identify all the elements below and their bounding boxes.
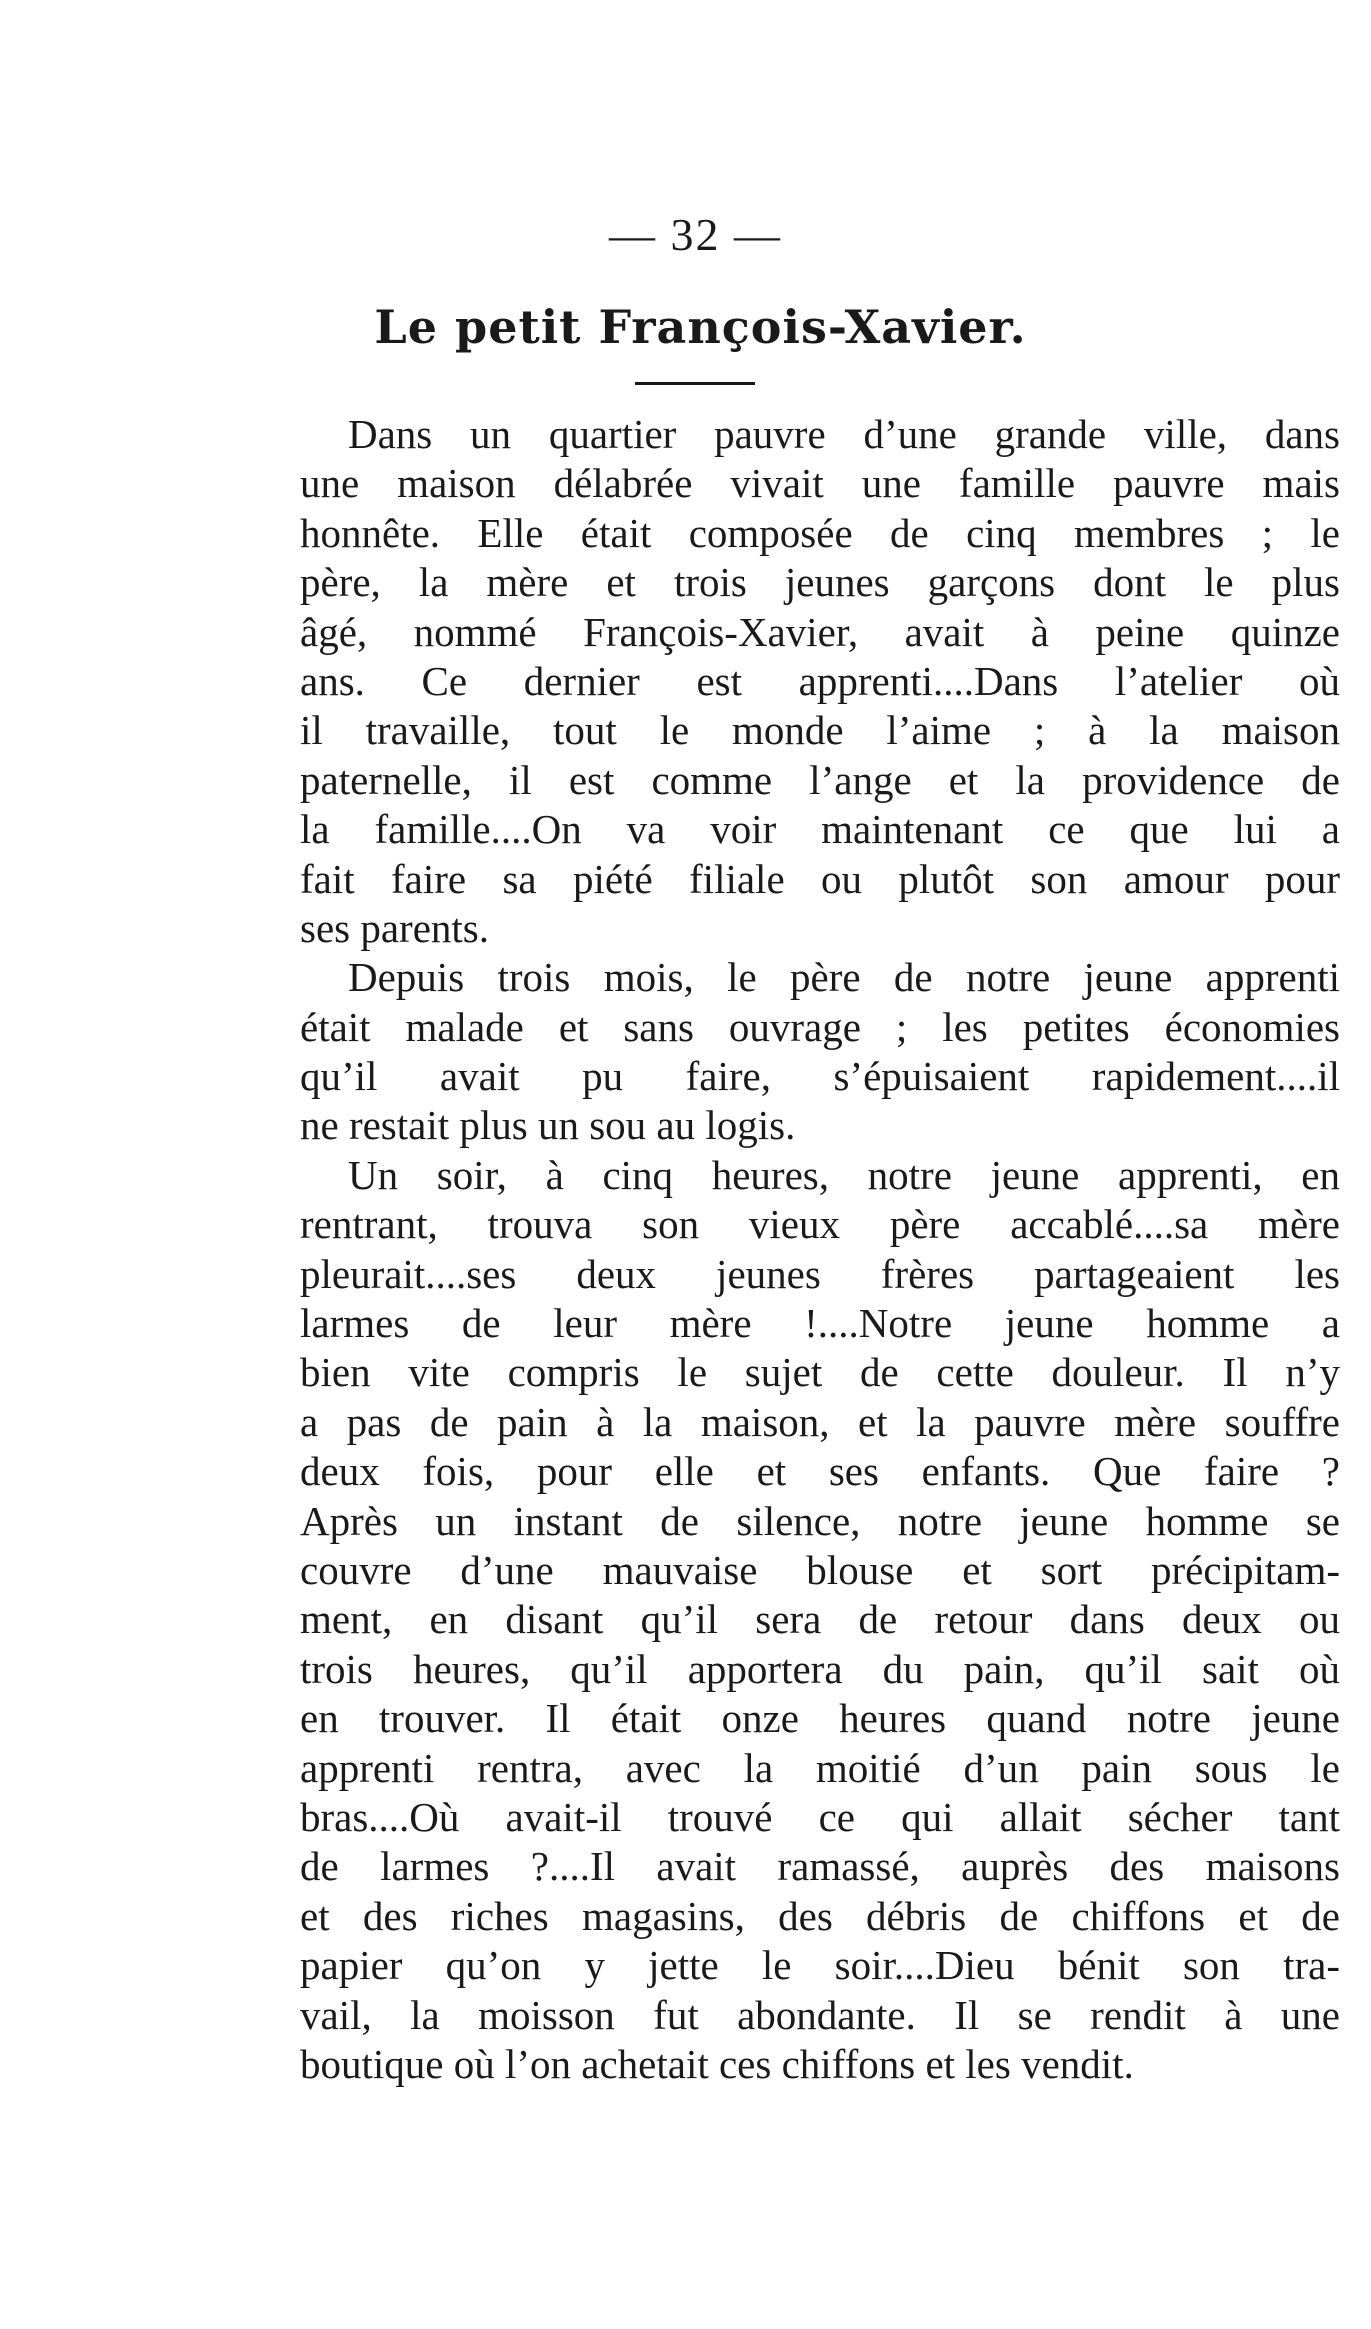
- text-line: ans. Ce dernier est apprenti....Dans l’atelier où: [300, 657, 1340, 704]
- text-line: et des riches magasins, des débris de chiffons et de: [300, 1892, 1340, 1939]
- title-divider: [635, 382, 755, 385]
- text-line: la famille....On va voir maintenant ce que lui a: [300, 806, 1340, 853]
- text-line: bien vite compris le sujet de cette douleur. Il n’y: [300, 1349, 1340, 1396]
- text-line: Après un instant de silence, notre jeune homme se: [300, 1497, 1340, 1544]
- text-line: ment, en disant qu’il sera de retour dans deux ou: [300, 1596, 1340, 1643]
- text-line: bras....Où avait-il trouvé ce qui allait sécher tant: [300, 1793, 1340, 1840]
- text-line: une maison délabrée vivait une famille pauvre mais: [300, 460, 1340, 507]
- text-line: apprenti rentra, avec la moitié d’un pain sous le: [300, 1744, 1340, 1791]
- text-line: larmes de leur mère !....Notre jeune homme a: [300, 1300, 1340, 1347]
- text-line: Dans un quartier pauvre d’une grande ville, dans: [348, 411, 1340, 457]
- text-line: âgé, nommé François-Xavier, avait à peine quinze: [300, 608, 1340, 655]
- text-line: trois heures, qu’il apportera du pain, qu’il sait où: [300, 1645, 1340, 1692]
- text-line: Un soir, à cinq heures, notre jeune apprenti, en: [348, 1151, 1340, 1198]
- text-line: ne restait plus un sou au logis.: [300, 1102, 796, 1149]
- text-line: il travaille, tout le monde l’aime ; à la maison: [300, 707, 1340, 754]
- text-line: qu’il avait pu faire, s’épuisaient rapidement....il: [300, 1053, 1340, 1100]
- text-line: rentrant, trouva son vieux père accablé....sa mère: [300, 1201, 1340, 1248]
- text-line: honnête. Elle était composée de cinq membres ; le: [300, 509, 1340, 556]
- text-line: vail, la moisson fut abondante. Il se rendit à une: [300, 1991, 1340, 2038]
- text-line: a pas de pain à la maison, et la pauvre mère souffre: [300, 1398, 1340, 1445]
- text-line: en trouver. Il était onze heures quand notre jeune: [300, 1695, 1340, 1742]
- text-line: deux fois, pour elle et ses enfants. Que faire ?: [300, 1448, 1340, 1495]
- text-line: boutique où l’on achetait ces chiffons et les vendit.: [300, 2040, 1134, 2087]
- text-line: couvre d’une mauvaise blouse et sort précipitam-: [300, 1546, 1340, 1593]
- text-line: pleurait....ses deux jeunes frères partageaient les: [300, 1250, 1340, 1297]
- text-line: Depuis trois mois, le père de notre jeune apprenti: [348, 954, 1340, 1001]
- text-line: ses parents.: [300, 904, 490, 951]
- text-line: fait faire sa piété filiale ou plutôt son amour pour: [300, 855, 1340, 902]
- text-line: paternelle, il est comme l’ange et la providence de: [300, 756, 1340, 803]
- text-line: était malade et sans ouvrage ; les petites économies: [300, 1003, 1340, 1050]
- text-line: père, la mère et trois jeunes garçons dont le plus: [300, 559, 1340, 606]
- page-number: — 32 —: [609, 209, 782, 260]
- text-line: papier qu’on y jette le soir....Dieu bénit son tra-: [300, 1942, 1340, 1989]
- body-text: [300, 410, 1340, 2089]
- text-line: de larmes ?....Il avait ramassé, auprès des maisons: [300, 1843, 1340, 1890]
- chapter-title: Le petit François-Xavier.: [374, 300, 1027, 354]
